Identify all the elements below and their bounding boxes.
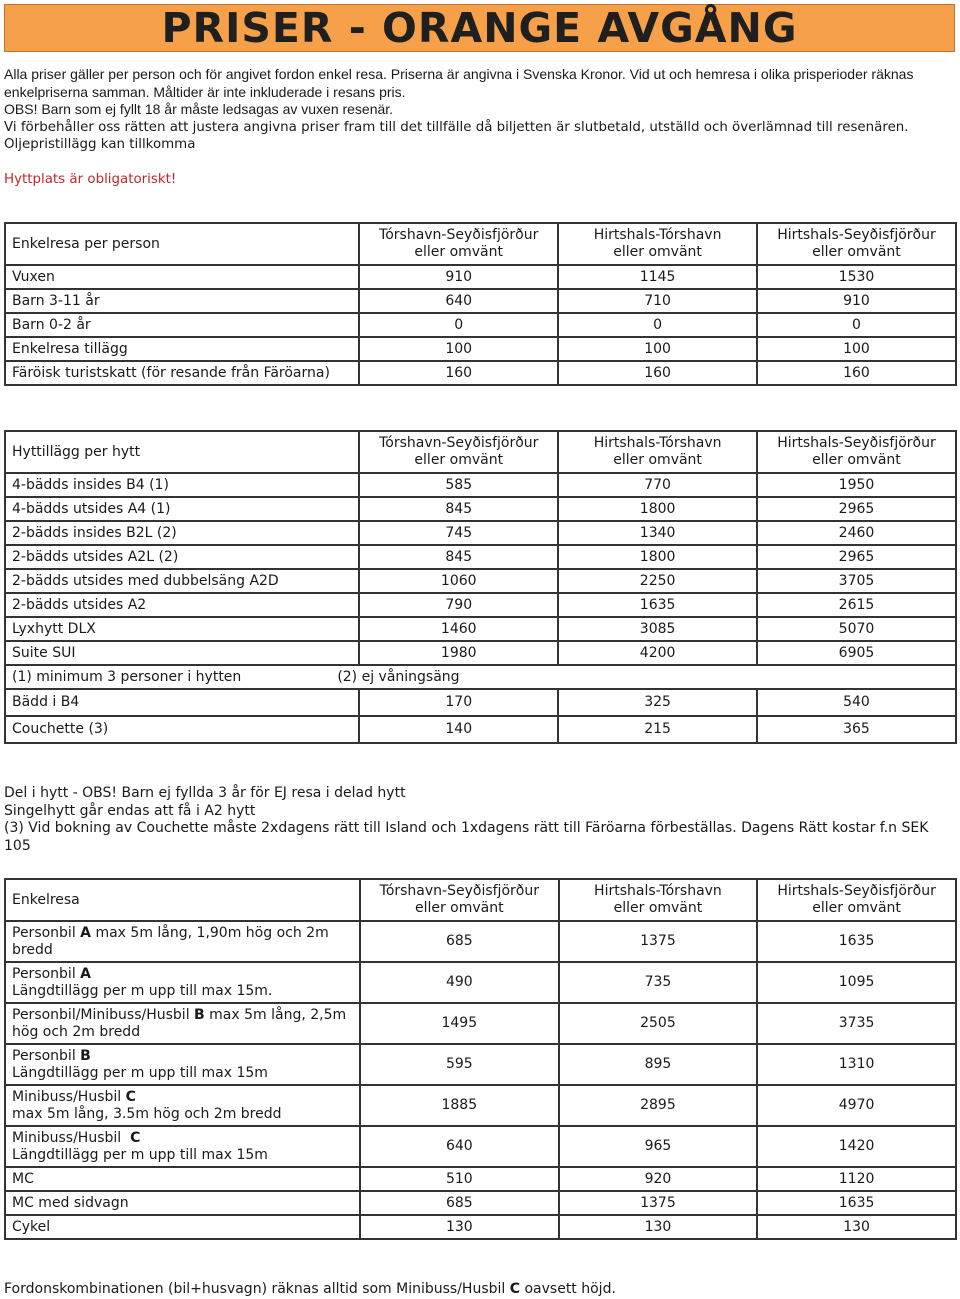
route-header-torshavn-seydisfjordur: Tórshavn-Seyðisfjörður eller omvänt [360, 879, 559, 921]
price-cell: 4970 [757, 1085, 956, 1126]
price-cell: 1460 [359, 617, 558, 641]
price-cell: 0 [558, 313, 757, 337]
intro-line-reservation: Vi förbehåller oss rätten att justera angivna priser fram till det tillfälle då biljetten är slutbetald, utställd och överlämnad till resenären. [4, 119, 909, 135]
price-cell: 1375 [559, 921, 757, 962]
price-cell: 325 [558, 689, 757, 716]
title-banner [4, 4, 955, 52]
price-cell: 585 [359, 473, 558, 497]
price-cell: 1635 [757, 921, 956, 962]
table-row [5, 545, 956, 569]
row-label: Lyxhytt DLX [5, 617, 359, 641]
table-row [5, 716, 956, 743]
row-label: 2-bädds utsides med dubbelsäng A2D [5, 569, 359, 593]
row-label: Personbil A Längdtillägg per m upp till max 15m. [5, 962, 360, 1003]
price-cell: 895 [559, 1044, 757, 1085]
price-cell: 160 [558, 361, 757, 385]
intro-line-children: OBS! Barn som ej fyllt 18 år måste ledsagas av vuxen resenär. [4, 101, 394, 117]
price-cell: 1635 [757, 1191, 956, 1215]
price-cell: 770 [558, 473, 757, 497]
price-cell: 2895 [559, 1085, 757, 1126]
price-cell: 1310 [757, 1044, 956, 1085]
table-header-row [5, 879, 956, 921]
price-cell: 6905 [757, 641, 956, 665]
intro-line-oil: Oljepristillägg kan tillkomma [4, 137, 196, 152]
table-row [5, 617, 956, 641]
table-row [5, 569, 956, 593]
price-cell: 1950 [757, 473, 956, 497]
row-label: MC med sidvagn [5, 1191, 360, 1215]
row-label: Personbil A max 5m lång, 1,90m hög och 2m bredd [5, 921, 360, 962]
price-cell: 685 [360, 921, 559, 962]
table-row [5, 361, 956, 385]
price-cell: 490 [360, 962, 559, 1003]
intro-line-prices: Alla priser gäller per person och för angivet fordon enkel resa. Priserna är angivna i Svenska Kronor. Vid ut och hemresa i olika prisperioder räknas enkelpriserna samman. Måltider är inte inkluderade i resans pris. [4, 66, 914, 100]
price-cell: 4200 [558, 641, 757, 665]
table-row [5, 1126, 956, 1167]
table-header-row [5, 431, 956, 473]
cabin-footnotes [5, 665, 956, 689]
route-header-hirtshals-torshavn: Hirtshals-Tórshavn eller omvänt [558, 431, 757, 473]
price-cell: 910 [757, 289, 956, 313]
footnote-1: (1) minimum 3 personer i hytten [12, 668, 242, 685]
table-row [5, 1167, 956, 1191]
table-row [5, 689, 956, 716]
row-label: Couchette (3) [5, 716, 359, 743]
table-row [5, 313, 956, 337]
row-label: MC [5, 1167, 360, 1191]
footnote-row [5, 665, 956, 689]
price-cell: 2965 [757, 545, 956, 569]
price-cell: 1800 [558, 497, 757, 521]
table-row [5, 1085, 956, 1126]
table-row [5, 593, 956, 617]
price-cell: 130 [757, 1215, 956, 1239]
price-cell: 2965 [757, 497, 956, 521]
table-row [5, 921, 956, 962]
footnote-2: (2) ej våningsäng [337, 668, 460, 685]
table-row [5, 337, 956, 361]
price-cell: 1375 [559, 1191, 757, 1215]
price-cell: 790 [359, 593, 558, 617]
table-header-label: Enkelresa per person [5, 223, 359, 265]
note-single-cabin: Singelhytt går endas att få i A2 hytt [4, 802, 256, 819]
row-label: Suite SUI [5, 641, 359, 665]
price-cell: 3085 [558, 617, 757, 641]
cabin-notes [4, 785, 952, 855]
table-row [5, 1191, 956, 1215]
price-cell: 845 [359, 497, 558, 521]
row-label: 2-bädds utsides A2 [5, 593, 359, 617]
price-cell: 540 [757, 689, 956, 716]
price-cell: 595 [360, 1044, 559, 1085]
route-header-hirtshals-torshavn: Hirtshals-Tórshavn eller omvänt [559, 879, 757, 921]
price-cell: 160 [359, 361, 558, 385]
table-header-label: Enkelresa [5, 879, 360, 921]
price-cell: 160 [757, 361, 956, 385]
price-cell: 1120 [757, 1167, 956, 1191]
price-cell: 710 [558, 289, 757, 313]
price-cell: 0 [359, 313, 558, 337]
table-row [5, 497, 956, 521]
price-cell: 1340 [558, 521, 757, 545]
table-row [5, 962, 956, 1003]
route-header-hirtshals-torshavn: Hirtshals-Tórshavn eller omvänt [558, 223, 757, 265]
row-label: Minibuss/Husbil C max 5m lång, 3.5m hög och 2m bredd [5, 1085, 360, 1126]
price-cell: 1885 [360, 1085, 559, 1126]
table-row [5, 641, 956, 665]
table-row [5, 473, 956, 497]
intro-text [4, 66, 952, 189]
route-header-torshavn-seydisfjordur: Tórshavn-Seyðisfjörður eller omvänt [359, 431, 558, 473]
price-cell: 140 [359, 716, 558, 743]
table-header-row [5, 223, 956, 265]
price-cell: 1095 [757, 962, 956, 1003]
table-row [5, 1003, 956, 1044]
price-cell: 1145 [558, 265, 757, 289]
price-cell: 2460 [757, 521, 956, 545]
price-cell: 5070 [757, 617, 956, 641]
row-label: Personbil B Längdtillägg per m upp till max 15m [5, 1044, 360, 1085]
row-label: Personbil/Minibuss/Husbil B max 5m lång, 2,5m hög och 2m bredd [5, 1003, 360, 1044]
row-label: Minibuss/Husbil C Längdtillägg per m upp till max 15m [5, 1126, 360, 1167]
price-cell: 100 [558, 337, 757, 361]
price-cell: 1060 [359, 569, 558, 593]
price-cell: 965 [559, 1126, 757, 1167]
price-cell: 735 [559, 962, 757, 1003]
row-label: Vuxen [5, 265, 359, 289]
row-label: Barn 3-11 år [5, 289, 359, 313]
row-label: 4-bädds insides B4 (1) [5, 473, 359, 497]
price-cell: 100 [359, 337, 558, 361]
row-label: 2-bädds insides B2L (2) [5, 521, 359, 545]
note-couchette: (3) Vid bokning av Couchette måste 2xdagens rätt till Island och 1xdagens rätt till Färöarna förbeställas. Dagens Rätt kostar f.n SEK 105 [4, 820, 929, 854]
price-cell: 1635 [558, 593, 757, 617]
table-row [5, 521, 956, 545]
price-cell: 1495 [360, 1003, 559, 1044]
price-cell: 0 [757, 313, 956, 337]
route-header-torshavn-seydisfjordur: Tórshavn-Seyðisfjörður eller omvänt [359, 223, 558, 265]
row-label: 2-bädds utsides A2L (2) [5, 545, 359, 569]
price-cell: 2505 [559, 1003, 757, 1044]
price-cell: 2250 [558, 569, 757, 593]
row-label: Färöisk turistskatt (för resande från Färöarna) [5, 361, 359, 385]
vehicle-price-table [4, 878, 957, 1240]
page-title: PRISER - ORANGE AVGÅNG [161, 3, 798, 52]
route-header-hirtshals-seydisfjordur: Hirtshals-Seyðisfjörður eller omvänt [757, 431, 956, 473]
table-row [5, 265, 956, 289]
price-cell: 910 [359, 265, 558, 289]
price-cell: 215 [558, 716, 757, 743]
note-shared-cabin: Del i hytt - OBS! Barn ej fyllda 3 år för EJ resa i delad hytt [4, 785, 406, 801]
price-cell: 845 [359, 545, 558, 569]
row-label: 4-bädds utsides A4 (1) [5, 497, 359, 521]
price-cell: 685 [360, 1191, 559, 1215]
price-cell: 365 [757, 716, 956, 743]
price-cell: 1420 [757, 1126, 956, 1167]
table-row [5, 1044, 956, 1085]
cabin-price-table [4, 430, 957, 744]
price-cell: 640 [360, 1126, 559, 1167]
passenger-price-table [4, 222, 957, 386]
route-header-hirtshals-seydisfjordur: Hirtshals-Seyðisfjörður eller omvänt [757, 879, 956, 921]
vehicle-combination-note: Fordonskombinationen (bil+husvagn) räknas alltid som Minibuss/Husbil C oavsett höjd. [4, 1281, 616, 1297]
price-cell: 510 [360, 1167, 559, 1191]
price-cell: 3705 [757, 569, 956, 593]
price-cell: 1530 [757, 265, 956, 289]
price-cell: 920 [559, 1167, 757, 1191]
price-cell: 2615 [757, 593, 956, 617]
table-header-label: Hyttillägg per hytt [5, 431, 359, 473]
price-cell: 3735 [757, 1003, 956, 1044]
price-cell: 130 [360, 1215, 559, 1239]
row-label: Bädd i B4 [5, 689, 359, 716]
row-label: Barn 0-2 år [5, 313, 359, 337]
price-cell: 640 [359, 289, 558, 313]
price-cell: 1800 [558, 545, 757, 569]
table-row [5, 1215, 956, 1239]
cabin-mandatory-warning: Hyttplats är obligatoriskt! [4, 172, 177, 187]
price-cell: 170 [359, 689, 558, 716]
price-cell: 1980 [359, 641, 558, 665]
price-cell: 130 [559, 1215, 757, 1239]
row-label: Cykel [5, 1215, 360, 1239]
table-row [5, 289, 956, 313]
price-cell: 100 [757, 337, 956, 361]
route-header-hirtshals-seydisfjordur: Hirtshals-Seyðisfjörður eller omvänt [757, 223, 956, 265]
price-cell: 745 [359, 521, 558, 545]
row-label: Enkelresa tillägg [5, 337, 359, 361]
